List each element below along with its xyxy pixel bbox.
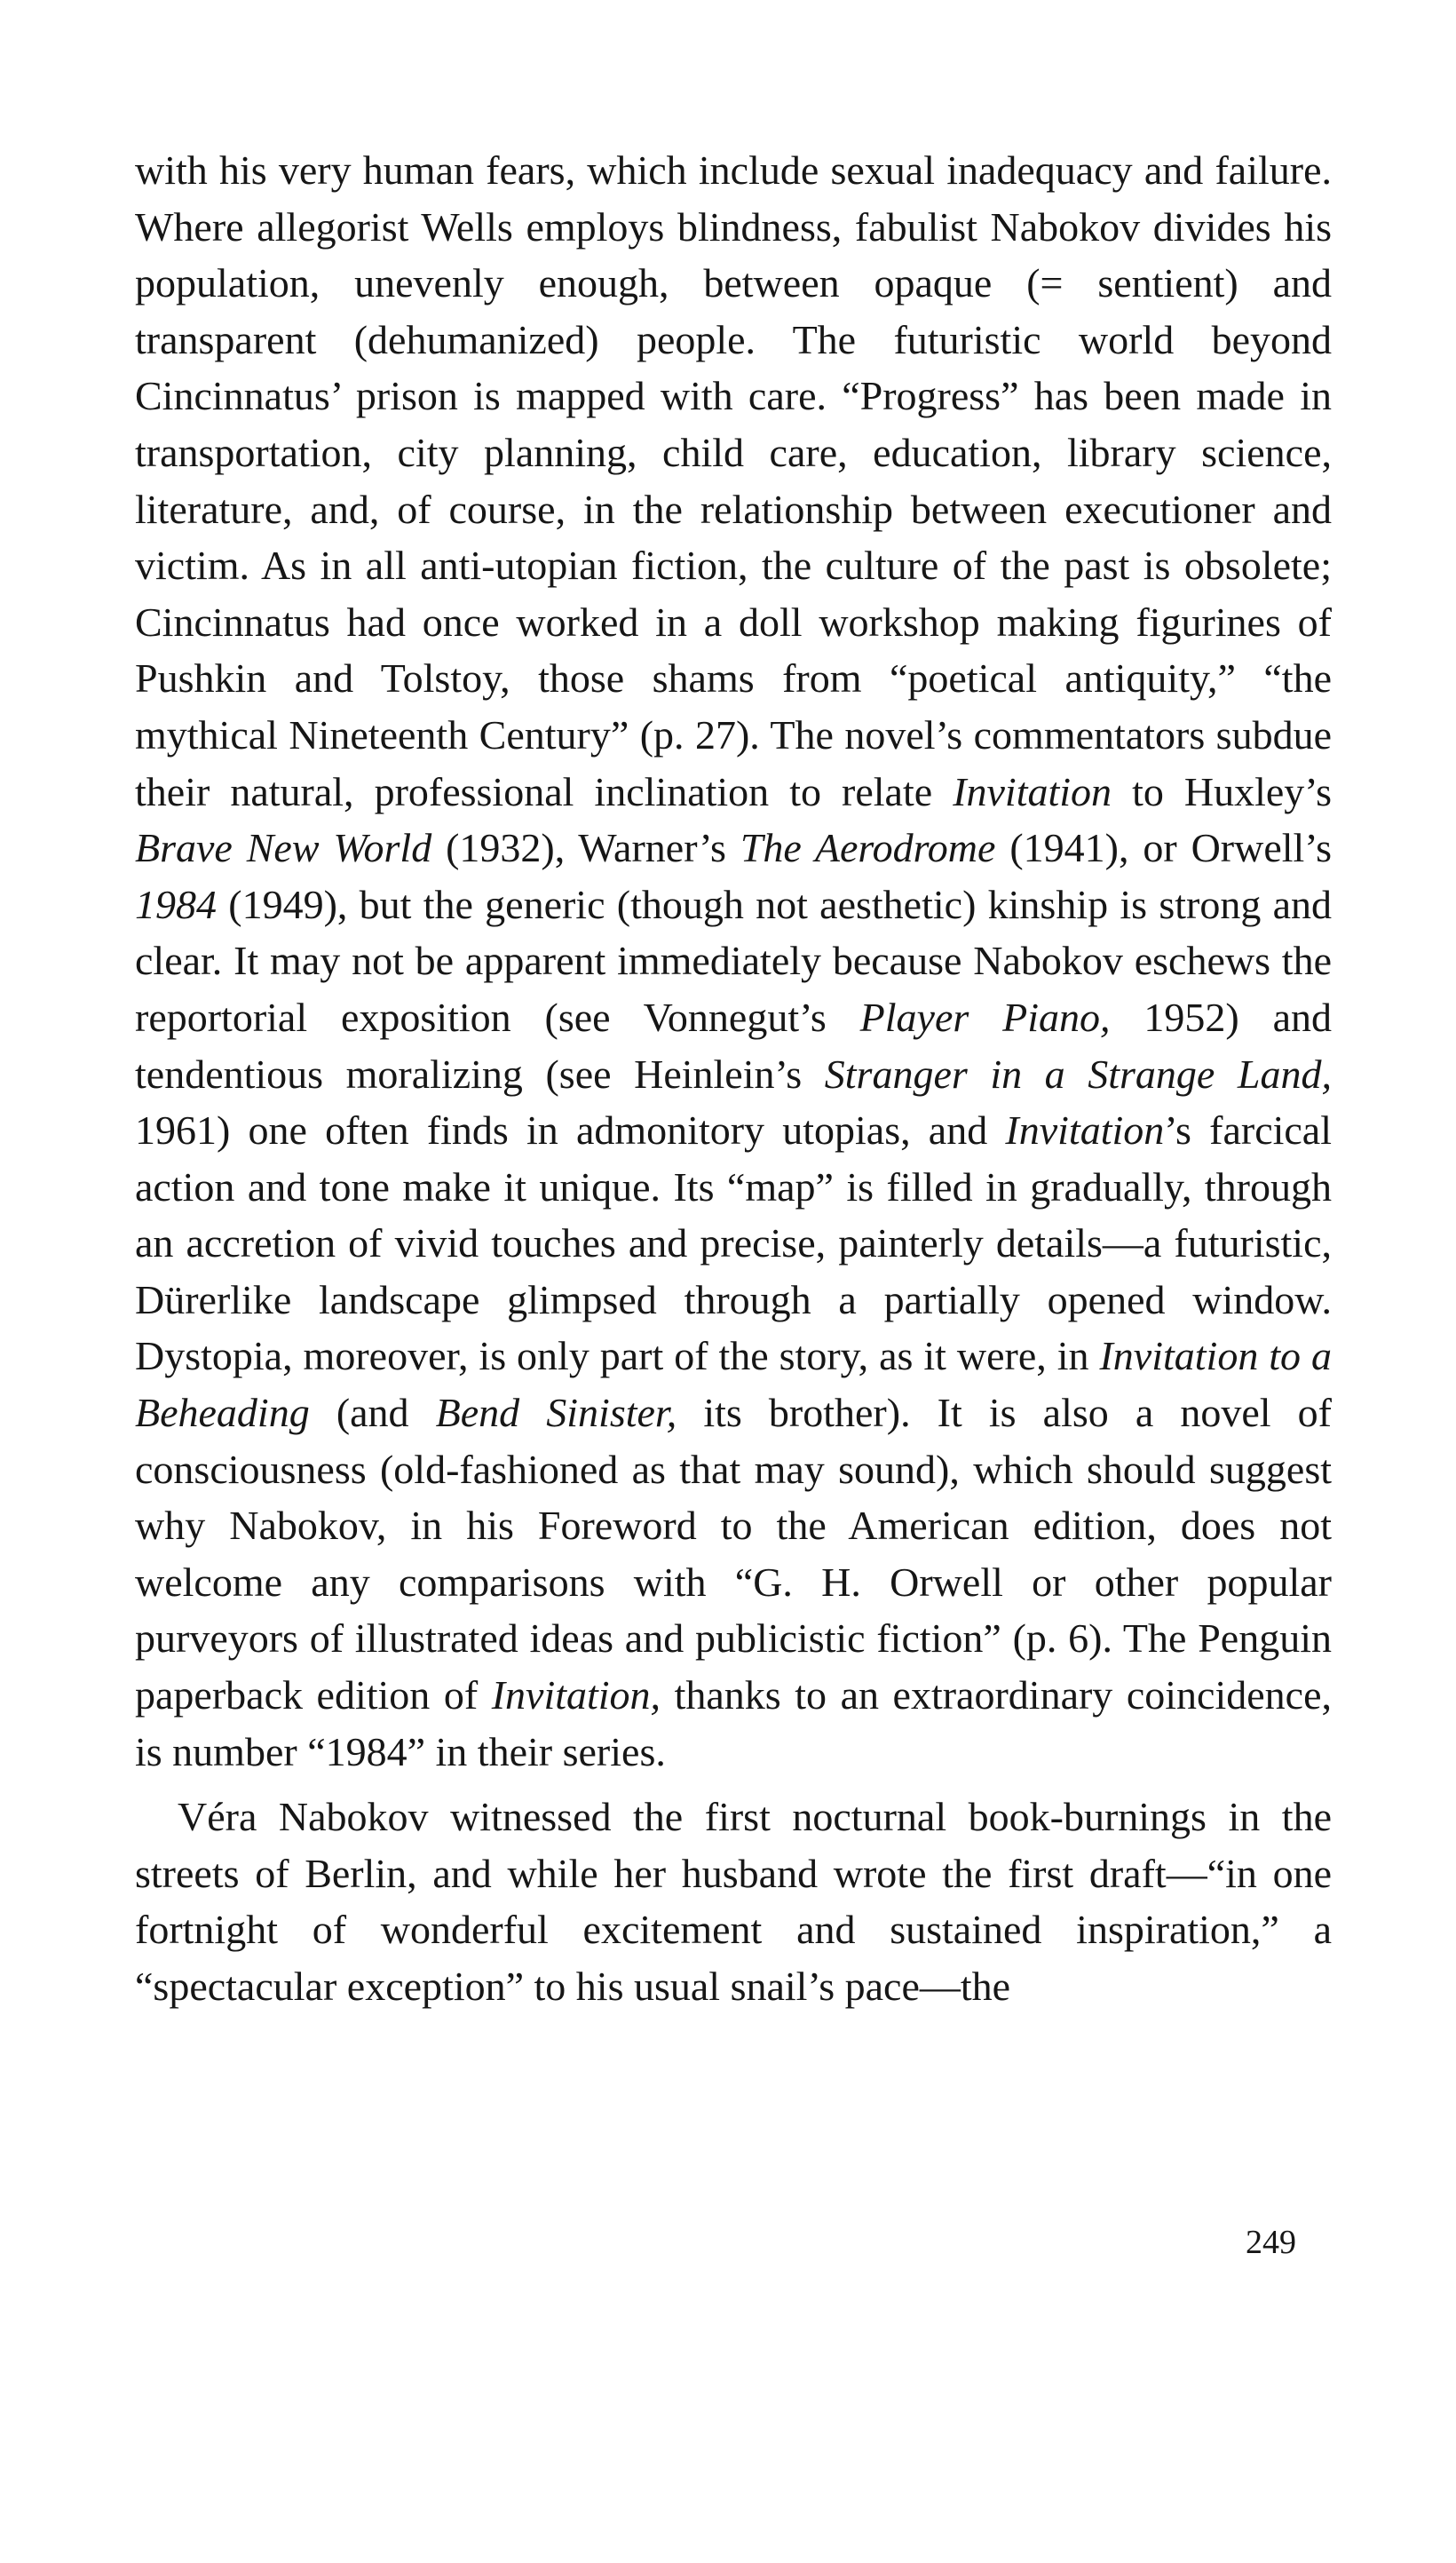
italic-title-brave-new-world: Brave New World (135, 825, 432, 871)
italic-title-the-aerodrome: The Aerodrome (740, 825, 996, 871)
text-run: (1932), Warner’s (431, 825, 740, 871)
italic-title-invitation: Invitation, (491, 1672, 661, 1718)
text-run: to Huxley’s (1112, 768, 1332, 814)
italic-title-1984: 1984 (135, 881, 217, 927)
text-run: ’s farcical action and tone make it unique. Its “map” is filled in gradually, through an accretion of vivid touches and precise, painterly details—a futuristic, Dürerlike landscape glimpsed through a partially opened window. Dystopia, moreover, is only part of the story, as it were, in (135, 1107, 1332, 1379)
text-run: 1961) one often finds in admonitory utopias, and (135, 1107, 1006, 1154)
italic-title-invitation: Invitation (953, 768, 1112, 814)
text-run: 1952) and tendentious moralizing (see Heinlein’s (135, 994, 1332, 1097)
page-number: 249 (1246, 2224, 1296, 2261)
italic-title-invitation: Invitation (1005, 1107, 1165, 1154)
paragraph-2 (135, 1789, 1332, 2014)
paragraph-1 (135, 142, 1332, 1780)
text-run: (and (309, 1390, 436, 1436)
text-run: its brother). It is also a novel of consciousness (old-fashioned as that may sound), which should suggest why Nabokov, in his Foreword to the American edition, does not welcome any comparisons with “G. H. Orwell or other popular purveyors of illustrated ideas and publicistic fiction” (p. 6). The Penguin paperback edition of (135, 1390, 1332, 1718)
text-run: Véra Nabokov witnessed the first nocturnal book-burnings in the streets of Berlin, and while her husband wrote the first draft—“in one fortnight of wonderful excitement and sustained inspiration,” a “spectacular exception” to his usual snail’s pace—the (135, 1794, 1332, 2009)
italic-title-invitation-to-a-beheading: Invitation to a Beheading (135, 1333, 1333, 1436)
text-run: thanks to an extraordinary coincidence, is number “1984” in their series. (135, 1672, 1332, 1774)
text-run: (1949), but the generic (though not aesthetic) kinship is strong and clear. It may not be apparent immediately because Nabokov eschews the reportorial exposition (see Vonnegut’s (135, 881, 1332, 1040)
text-run: with his very human fears, which include sexual inadequacy and failure. Where allegorist Wells employs blindness, fabulist Nabokov divides his population, unevenly enough, between opaque (= sentient) and transparent (dehumanized) people. The futuristic world beyond Cincinnatus’ prison is mapped with care. “Progress” has been made in transportation, city planning, child care, education, library science, literature, and, of course, in the relationship between executioner and victim. As in all anti-utopian fiction, the culture of the past is obsolete; Cincinnatus had once worked in a doll workshop making figurines of Pushkin and Tolstoy, those shams from “poetical antiquity,” “the mythical Nineteenth Century” (p. 27). The novel’s commentators subdue their natural, professional inclination to relate (135, 147, 1332, 814)
italic-title-stranger-in-a-strange-land: Stranger in a Strange Land, (824, 1051, 1333, 1097)
body-text (135, 142, 1332, 2015)
italic-title-player-piano: Player Piano, (859, 994, 1111, 1040)
italic-title-bend-sinister: Bend Sinister, (435, 1390, 677, 1436)
text-run: (1941), or Orwell’s (995, 825, 1332, 871)
